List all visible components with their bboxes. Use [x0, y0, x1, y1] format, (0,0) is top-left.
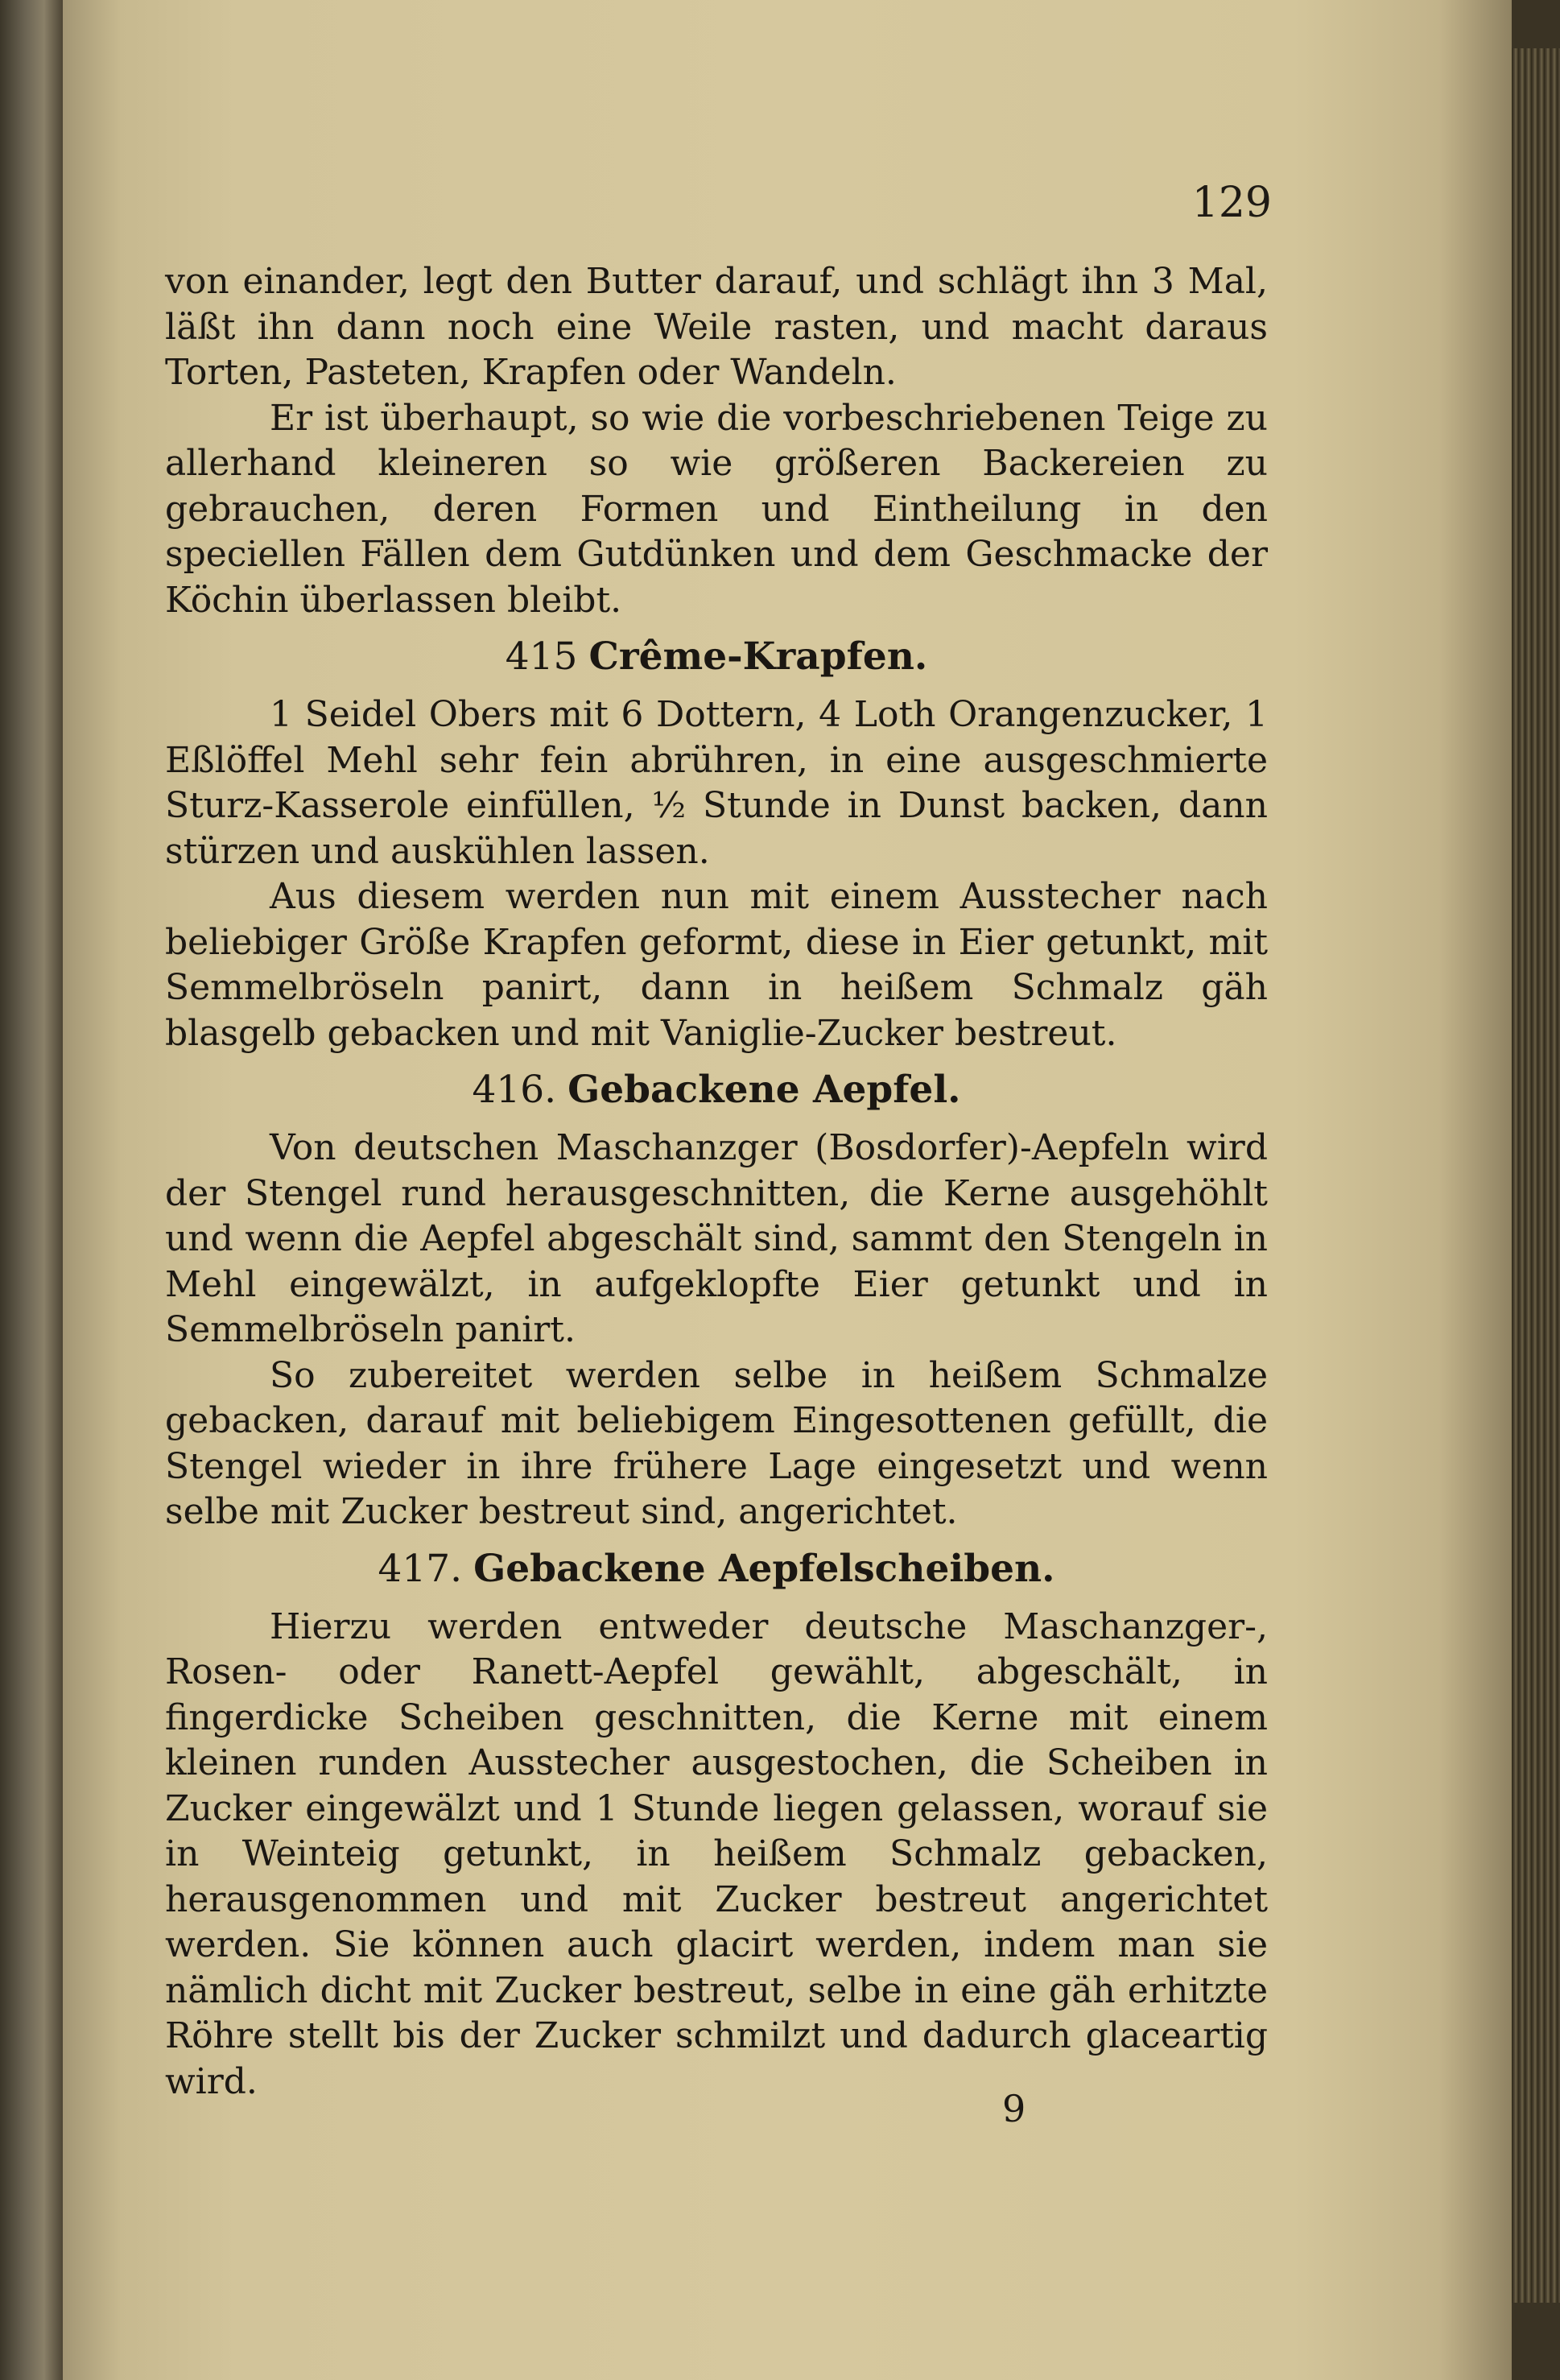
page-number: 129 [1191, 179, 1272, 227]
printer-signature-mark: 9 [1002, 2087, 1026, 2130]
recipe-415-paragraph-1: 1 Seidel Obers mit 6 Dottern, 4 Loth Orangenzucker, 1 Eßlöffel Mehl sehr fein abrühren, in eine ausgeschmierte Sturz-Kasserole einfüllen, ½ Stunde in Dunst backen, dann stürzen und auskühlen lassen. [165, 694, 1268, 872]
recipe-title: Gebackene Aepfel. [567, 1068, 961, 1112]
recipe-number: 416. [472, 1068, 557, 1112]
recipe-heading-415 [165, 633, 1268, 681]
previous-page-edge [0, 0, 63, 2380]
recipe-number: 417. [378, 1546, 463, 1591]
recipe-number: 415 [505, 634, 578, 679]
recipe-title: Crême-Krapfen. [588, 634, 928, 679]
recipe-416-paragraph-1: Von deutschen Maschanzger (Bosdorfer)-Aepfeln wird der Stengel rund herausgeschnitten, die Kerne ausgehöhlt und wenn die Aepfel abgeschält sind, sammt den Stengeln in Mehl eingewälzt, in aufgeklopfte Eier getunkt und in Semmelbröseln panirt. [165, 1127, 1268, 1350]
intro-paragraph-2: Er ist überhaupt, so wie die vorbeschriebenen Teige zu allerhand kleineren so wie größeren Backereien zu gebrauchen, deren Formen und Eintheilung in den speciellen Fällen dem Gutdünken und dem Geschmacke der Köchin überlassen bleibt. [165, 397, 1268, 621]
recipe-heading-416 [165, 1066, 1268, 1114]
page-stack-edge [1512, 48, 1560, 2303]
recipe-417-paragraph-1: Hierzu werden entweder deutsche Maschanzger-, Rosen- oder Ranett-Aepfel gewählt, abgeschält, in fingerdicke Scheiben geschnitten, die Kerne mit einem kleinen runden Ausstecher ausgestochen, die Scheiben in Zucker eingewälzt und 1 Stunde liegen gelassen, worauf sie in Weinteig getunkt, in heißem Schmalz gebacken, herausgenommen und mit Zucker bestreut angerichtet werden. Sie können auch glacirt werden, indem man sie nämlich dicht mit Zucker bestreut, selbe in eine gäh erhitzte Röhre stellt bis der Zucker schmilzt und dadurch glaceartig wird. [165, 1605, 1268, 2102]
recipe-415-paragraph-2: Aus diesem werden nun mit einem Ausstecher nach beliebiger Größe Krapfen geformt, diese in Eier getunkt, mit Semmelbröseln panirt, dann in heißem Schmalz gäh blasgelb gebacken und mit Vaniglie-Zucker bestreut. [165, 876, 1268, 1054]
intro-paragraph-1: von einander, legt den Butter darauf, und schlägt ihn 3 Mal, läßt ihn dann noch eine Weile rasten, und macht daraus Torten, Pasteten, Krapfen oder Wandeln. [165, 261, 1268, 393]
recipe-416-paragraph-2: So zubereitet werden selbe in heißem Schmalze gebacken, darauf mit beliebigem Eingesottenen gefüllt, die Stengel wieder in ihre frühere Lage eingesetzt und wenn selbe mit Zucker bestreut sind, angerichtet. [165, 1354, 1268, 1532]
page-text [165, 259, 1268, 2105]
recipe-title: Gebackene Aepfelscheiben. [473, 1546, 1055, 1591]
recipe-heading-417 [165, 1545, 1268, 1593]
